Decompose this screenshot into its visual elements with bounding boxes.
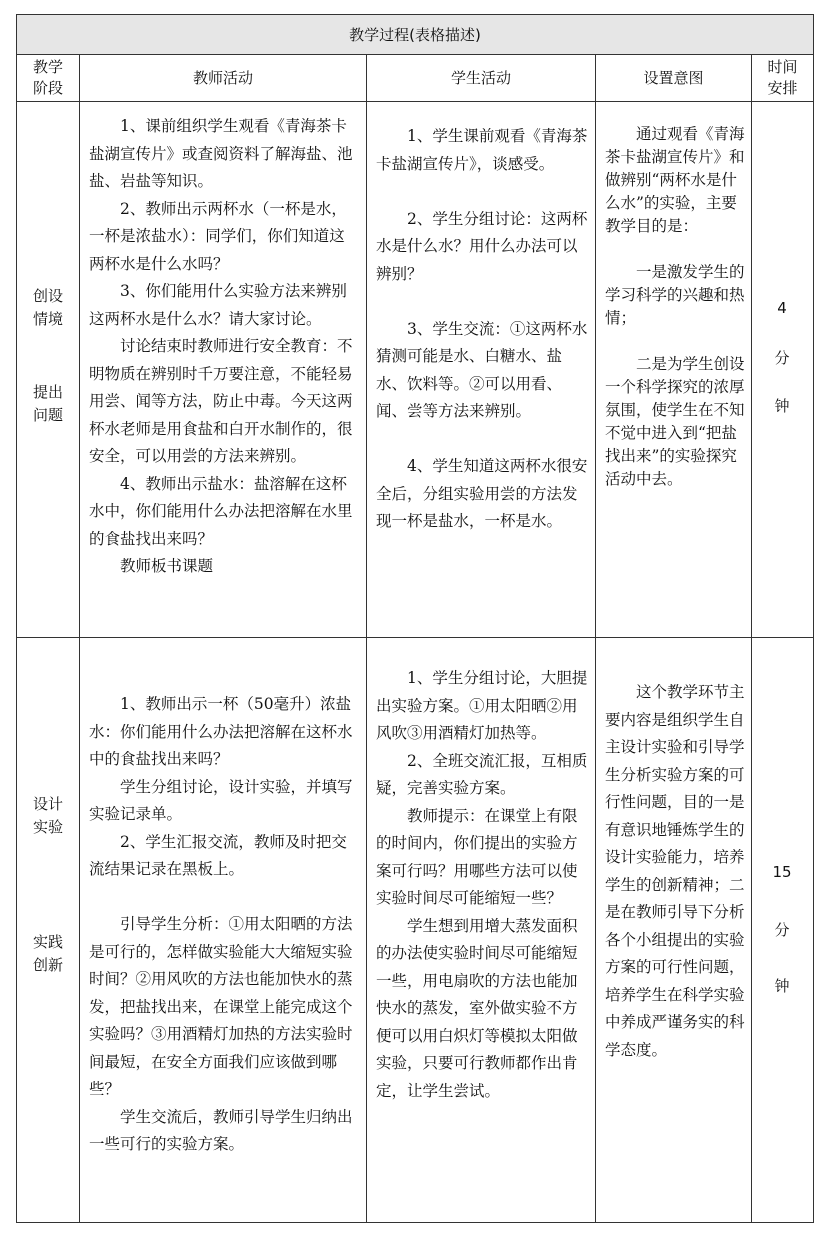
paragraph: 1、课前组织学生观看《青海茶卡盐湖宣传片》或查阅资料了解海盐、池盐、岩盐等知识。 xyxy=(89,117,353,190)
header-student: 学生活动 xyxy=(450,68,511,87)
lesson-process-table xyxy=(16,14,814,1223)
header-stage-line: 教学 xyxy=(32,58,63,76)
time-unit: 钟 xyxy=(774,397,790,415)
paragraph: 讨论结束时教师进行安全教育：不明物质在辨别时千万要注意，不能轻易用尝、闻等方法，防止中毒。今天这两杯水老师是用食盐和白开水制作的，很安全，可以用尝的方法来辨别。 xyxy=(89,337,353,465)
paragraph: 2、教师出示两杯水（一杯是水，一杯是浓盐水）：同学们，你们知道这两杯水是什么水吗？ xyxy=(89,199,347,273)
row2-intent xyxy=(605,679,745,1064)
row2-time xyxy=(752,863,812,996)
stage-line: 实践 xyxy=(32,933,63,951)
row2-student-activity xyxy=(376,665,588,1105)
paragraph: 3、学生交流：①这两杯水猜测可能是水、白糖水、盐水、饮料等。②可以用看、闻、尝等方法来辨别。 xyxy=(376,319,588,420)
paragraph: 2、学生汇报交流，教师及时把交流结果记录在黑板上。 xyxy=(89,832,347,878)
paragraph: 2、全班交流汇报，互相质疑，完善实验方案。 xyxy=(376,751,588,797)
row1-stage-a xyxy=(17,285,79,331)
row-divider xyxy=(17,637,813,638)
row-divider xyxy=(17,101,813,102)
paragraph: 2、学生分组讨论：这两杯水是什么水？用什么办法可以辨别？ xyxy=(376,209,588,283)
stage-line: 创设 xyxy=(32,287,63,305)
header-stage xyxy=(17,55,79,101)
header-teacher: 教师活动 xyxy=(192,68,253,87)
row1-intent xyxy=(605,123,745,491)
paragraph: 这个教学环节主要内容是组织学生自主设计实验和引导学生分析实验方案的可行性问题，目的一是有意识地锤炼学生的设计实验能力，培养学生的创新精神；二是在教师引导下分析各个小组提出的实验方案的可行性问题，培养学生在科学实验中养成严谨务实的科学态度。 xyxy=(605,683,745,1059)
row1-stage-b xyxy=(17,381,79,427)
column-divider xyxy=(595,55,596,1222)
stage-line: 问题 xyxy=(32,406,63,424)
time-unit: 分 xyxy=(774,921,790,939)
paragraph: 1、教师出示一杯（50毫升）浓盐水：你们能用什么办法把溶解在这杯水中的食盐找出来吗？ xyxy=(89,695,353,768)
paragraph: 学生想到用增大蒸发面积的办法使实验时间尽可能缩短一些，用电扇吹的方法也能加快水的蒸发，室外做实验不方便可以用白炽灯等模拟太阳做实验，只要可行教师都作出肯定，让学生尝试。 xyxy=(376,916,578,1100)
paragraph: 4、学生知道这两杯水很安全后，分组实验用尝的方法发现一杯是盐水，一杯是水。 xyxy=(376,457,588,530)
paragraph: 学生分组讨论，设计实验，并填写实验记录单。 xyxy=(89,777,353,823)
paragraph: 1、学生分组讨论，大胆提出实验方案。①用太阳晒②用风吹③用酒精灯加热等。 xyxy=(376,669,588,742)
paragraph: 3、你们能用什么实验方法来辨别这两杯水是什么水？请大家讨论。 xyxy=(89,282,347,328)
header-intent: 设置意图 xyxy=(643,68,704,87)
row2-teacher-activity xyxy=(89,691,359,1159)
row1-time xyxy=(752,299,812,416)
stage-line: 设计 xyxy=(32,795,63,813)
column-divider xyxy=(79,55,80,1222)
column-divider xyxy=(366,55,367,1222)
stage-line: 实验 xyxy=(32,818,63,836)
stage-line: 创新 xyxy=(32,956,63,974)
paragraph: 1、学生课前观看《青海茶卡盐湖宣传片》，谈感受。 xyxy=(376,127,588,173)
paragraph: 通过观看《青海茶卡盐湖宣传片》和做辨别“两杯水是什么水”的实验，主要教学目的是： xyxy=(605,125,745,235)
header-time-line: 时间 xyxy=(767,58,798,76)
time-unit: 钟 xyxy=(774,977,790,995)
header-time-line: 安排 xyxy=(767,79,798,97)
paragraph: 教师板书课题 xyxy=(120,557,214,575)
row2-stage-b xyxy=(17,931,79,977)
paragraph: 4、教师出示盐水：盐溶解在这杯水中，你们能用什么办法把溶解在水里的食盐找出来吗？ xyxy=(89,474,353,548)
stage-line: 提出 xyxy=(32,383,63,401)
paragraph: 引导学生分析：①用太阳晒的方法是可行的，怎样做实验能大大缩短实验时间？②用风吹的方法也能加快水的蒸发，把盐找出来，在课堂上能完成这个实验吗？③用酒精灯加热的方法实验时间最短，在安全方面我们应该做到哪些？ xyxy=(89,915,353,1098)
row1-teacher-activity xyxy=(89,113,359,581)
time-value: 15 xyxy=(772,863,792,881)
row1-student-activity xyxy=(376,123,588,536)
paragraph: 二是为学生创设一个科学探究的浓厚氛围，使学生在不知不觉中进入到“把盐找出来”的实验探究活动中去。 xyxy=(605,355,745,488)
table-title: 教学过程(表格描述) xyxy=(17,15,813,55)
time-unit: 分 xyxy=(774,349,790,367)
paragraph: 一是激发学生的学习科学的兴趣和热情； xyxy=(605,263,745,327)
column-divider xyxy=(751,55,752,1222)
row2-stage-a xyxy=(17,793,79,839)
paragraph: 学生交流后，教师引导学生归纳出一些可行的实验方案。 xyxy=(89,1107,353,1153)
paragraph: 教师提示：在课堂上有限的时间内，你们提出的实验方案可行吗？用哪些方法可以使实验时间尽可能缩短一些？ xyxy=(376,806,578,907)
stage-line: 情境 xyxy=(32,310,63,328)
header-stage-line: 阶段 xyxy=(32,79,63,97)
time-value: 4 xyxy=(777,299,787,317)
header-time xyxy=(752,55,813,101)
